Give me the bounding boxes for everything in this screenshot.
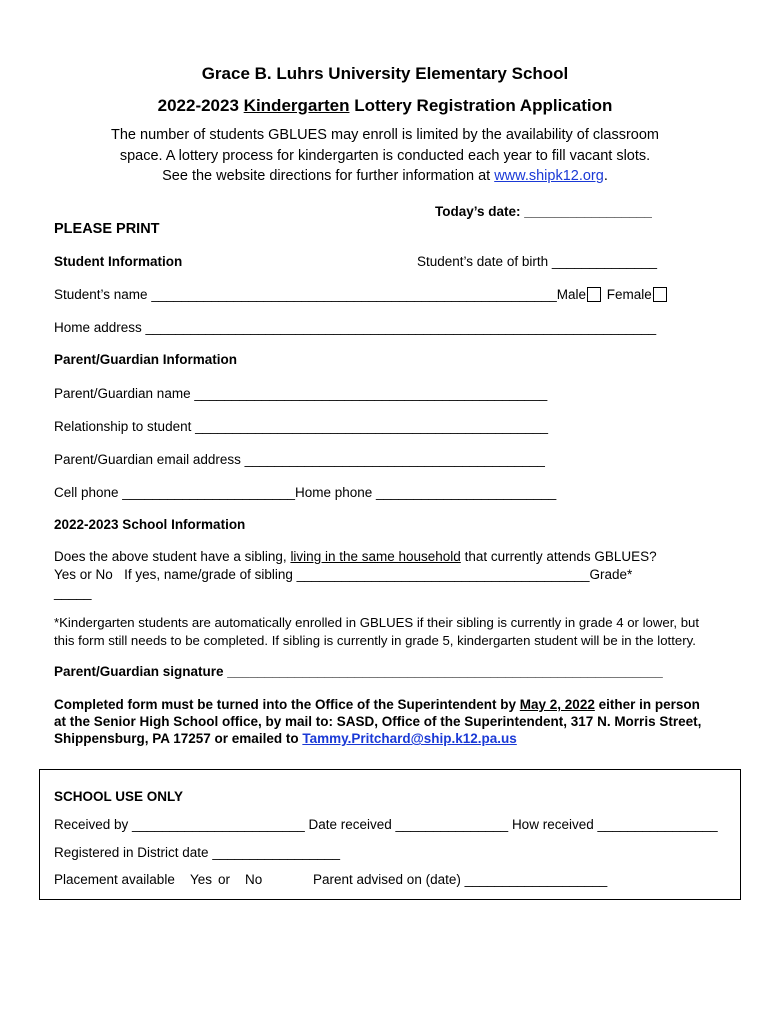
phone-row — [54, 485, 556, 500]
sibling-row — [54, 567, 632, 582]
placement-yes[interactable]: Yes — [190, 872, 213, 887]
received-by-field[interactable]: Received by _______________________ — [54, 817, 305, 832]
student-name-row — [54, 287, 669, 302]
registered-date-field[interactable]: Registered in District date _________________ — [54, 845, 340, 860]
submission-line-1-suffix: either in person — [598, 697, 700, 712]
date-received-field[interactable]: Date received _______________ — [308, 817, 509, 832]
todays-date-field[interactable]: Today’s date: _________________ — [435, 204, 652, 219]
submission-line-1-prefix: Completed form must be turned into the Office of the Superintendent by — [54, 697, 517, 712]
placement-no[interactable]: No — [245, 872, 263, 887]
home-address-field[interactable]: Home address ____________________________________________________________________ — [54, 320, 657, 335]
how-received-field[interactable]: How received ________________ — [511, 817, 718, 832]
submission-line-3-prefix: Shippensburg, PA 17257 or emailed to — [54, 731, 299, 746]
sibling-question-suffix: that currently attends GBLUES? — [464, 549, 657, 564]
received-row — [54, 817, 718, 832]
cell-phone-field[interactable]: Cell phone _______________________ — [54, 485, 295, 500]
parent-advised-field[interactable]: Parent advised on (date) ___________________ — [313, 872, 608, 887]
website-link[interactable]: www.shipk12.org — [494, 168, 604, 184]
placement-label: Placement available — [54, 872, 175, 887]
intro-line-1: The number of students GBLUES may enroll is limited by the availability of classroom — [110, 127, 659, 143]
submission-line-2: at the Senior High School office, by mail to: SASD, Office of the Superintendent, 317 N. Morris Street, — [54, 714, 702, 729]
male-checkbox[interactable] — [587, 287, 601, 302]
signature-field[interactable]: Parent/Guardian signature __________________________________________________________ — [54, 664, 663, 679]
student-info-heading: Student Information — [54, 254, 183, 269]
sibling-note-line-1: *Kindergarten students are automatically enrolled in GBLUES if their sibling is currently in grade 4 or lower, but — [54, 615, 700, 630]
parent-email-field[interactable]: Parent/Guardian email address ________________________________________ — [54, 452, 545, 467]
form-title-year: 2022-2023 — [157, 96, 239, 115]
submission-deadline: May 2, 2022 — [519, 697, 595, 712]
student-dob-field[interactable]: Student’s date of birth ______________ — [417, 254, 657, 269]
email-link[interactable]: Tammy.Pritchard@ship.k12.pa.us — [302, 731, 517, 746]
sibling-question — [54, 549, 657, 564]
please-print-heading: PLEASE PRINT — [54, 221, 160, 237]
sibling-note-line-2: this form still needs to be completed. If sibling is currently in grade 5, kindergarten student will be in the lottery. — [54, 633, 696, 648]
sibling-continuation-line[interactable]: _____ — [54, 585, 92, 600]
female-label: Female — [606, 287, 652, 302]
parent-info-heading: Parent/Guardian Information — [54, 352, 238, 367]
form-title-kindergarten: Kindergarten — [243, 96, 350, 115]
form-title — [0, 96, 770, 116]
intro-line-3-prefix: See the website directions for further information at — [162, 168, 491, 184]
parent-name-field[interactable]: Parent/Guardian name _______________________________________________ — [54, 386, 548, 401]
school-use-heading: SCHOOL USE ONLY — [54, 789, 184, 804]
male-label: Male — [556, 287, 587, 302]
relationship-field[interactable]: Relationship to student _______________________________________________ — [54, 419, 548, 434]
intro-line-3-suffix: . — [603, 168, 608, 184]
submission-line-1 — [54, 697, 700, 712]
female-checkbox[interactable] — [653, 287, 667, 302]
home-phone-field[interactable]: Home phone ________________________ — [294, 485, 557, 500]
sibling-question-underlined: living in the same household — [290, 549, 461, 564]
student-name-field[interactable]: Student’s name ______________________________________________________ — [54, 287, 557, 302]
school-name: Grace B. Luhrs University Elementary School — [201, 64, 569, 83]
sibling-question-prefix: Does the above student have a sibling, — [54, 549, 287, 564]
school-info-heading: 2022-2023 School Information — [54, 517, 246, 532]
intro-line-2: space. A lottery process for kindergarten is conducted each year to fill vacant slots. — [119, 148, 651, 164]
intro-line-3 — [0, 168, 770, 184]
placement-or: or — [218, 872, 231, 887]
form-title-rest: Lottery Registration Application — [354, 96, 613, 115]
submission-line-3 — [54, 731, 517, 746]
sibling-name-grade-field[interactable]: If yes, name/grade of sibling _______________________________________Grade* — [124, 567, 633, 582]
sibling-yes-no[interactable]: Yes or No — [54, 567, 113, 582]
